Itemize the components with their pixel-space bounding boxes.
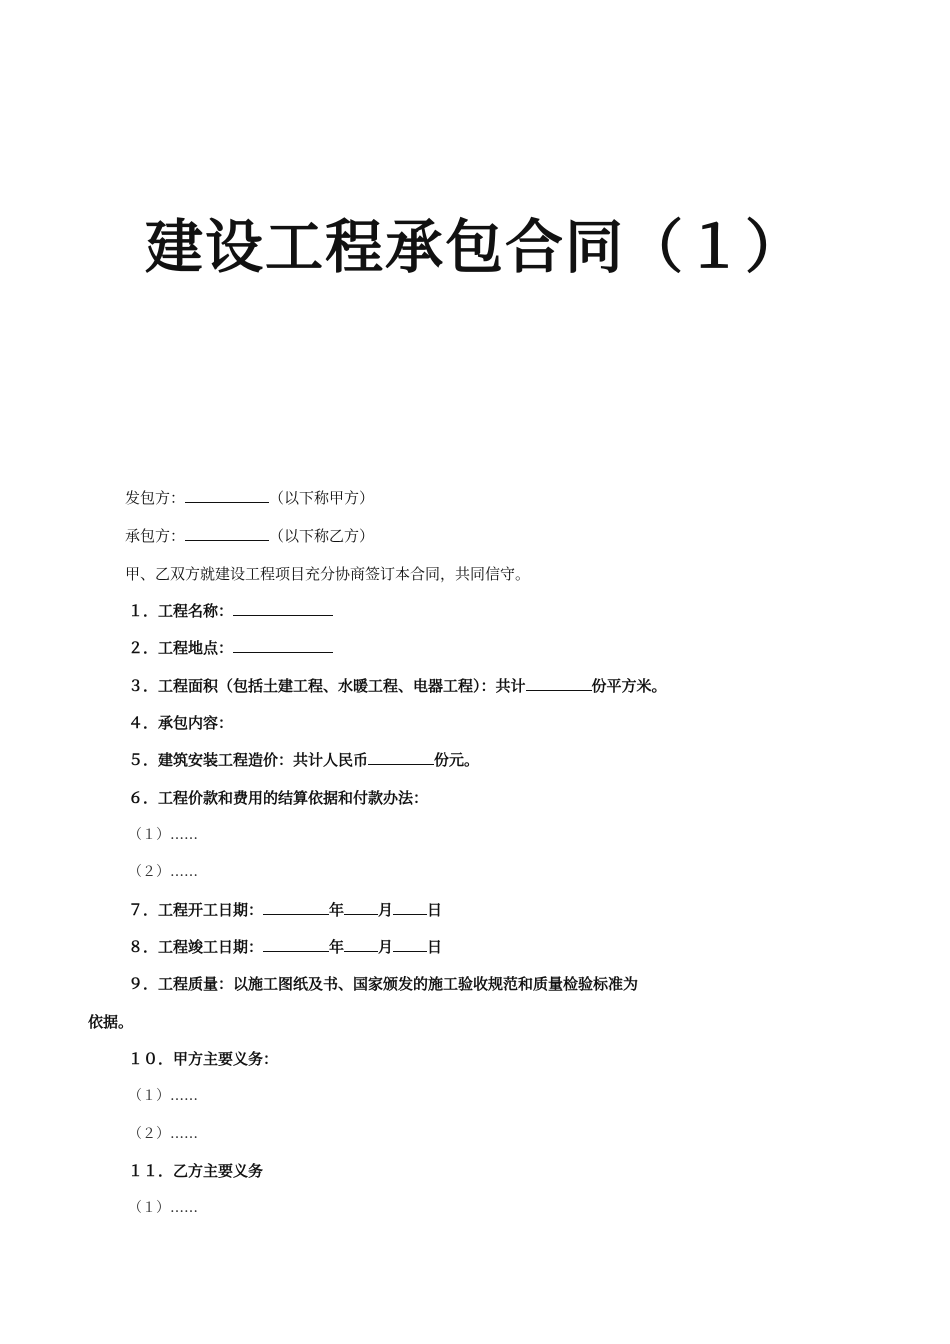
clause-2 [128,638,333,658]
clause-6-item-2: （２）…… [128,864,198,880]
clause-5-suffix: 份元。 [434,751,480,769]
clause-8-month: 月 [378,938,394,956]
contractor-line [125,526,374,546]
clause-8-month-blank [344,937,378,952]
clause-11-item-1: （１）…… [128,1200,198,1216]
clause-9-continued: 依据。 [88,1013,134,1031]
clause-8 [128,937,442,957]
clause-10-item-2: （２）…… [128,1126,198,1142]
clause-4: ４．承包内容： [128,714,234,732]
clause-7-month-blank [344,900,378,915]
intro-line: 甲、乙双方就建设工程项目充分协商签订本合同，共同信守。 [125,565,531,583]
contractor-label: 承包方： [125,527,186,545]
clause-7-day: 日 [427,901,443,919]
clause-8-day: 日 [427,938,443,956]
clause-3-blank [526,676,592,691]
clause-8-year-blank [263,937,329,952]
clause-9: ９．工程质量：以施工图纸及书、国家颁发的施工验收规范和质量检验标准为 [128,975,639,993]
clause-5-label: ５．建筑安装工程造价：共计人民币 [128,751,369,769]
clause-3-label: ３．工程面积（包括土建工程、水暖工程、电器工程）：共计 [128,677,526,695]
clause-7-day-blank [393,900,427,915]
clause-6-item-1: （１）…… [128,827,198,843]
clause-6: ６．工程价款和费用的结算依据和付款办法： [128,789,429,807]
clause-7-label: ７．工程开工日期： [128,901,264,919]
clause-1 [128,601,333,621]
employer-label: 发包方： [125,489,186,507]
clause-10: １０．甲方主要义务： [128,1050,279,1068]
employer-suffix: （以下称甲方） [269,489,375,507]
employer-line [125,488,374,508]
page-title: 建设工程承包合同（１） [144,213,805,281]
clause-1-blank [233,601,333,616]
clause-7-month: 月 [378,901,394,919]
clause-8-label: ８．工程竣工日期： [128,938,264,956]
clause-5 [128,750,479,770]
contractor-blank [185,526,269,541]
clause-2-label: ２．工程地点： [128,639,234,657]
clause-7-year: 年 [329,901,345,919]
clause-10-item-1: （１）…… [128,1088,198,1104]
clause-7 [128,900,442,920]
clause-2-blank [233,638,333,653]
employer-blank [185,488,269,503]
clause-11: １１．乙方主要义务 [128,1162,264,1180]
clause-5-blank [368,750,434,765]
contractor-suffix: （以下称乙方） [269,527,375,545]
clause-3-suffix: 份平方米。 [591,677,667,695]
clause-8-year: 年 [329,938,345,956]
clause-7-year-blank [263,900,329,915]
clause-3 [128,676,667,696]
clause-1-label: １．工程名称： [128,602,234,620]
clause-8-day-blank [393,937,427,952]
